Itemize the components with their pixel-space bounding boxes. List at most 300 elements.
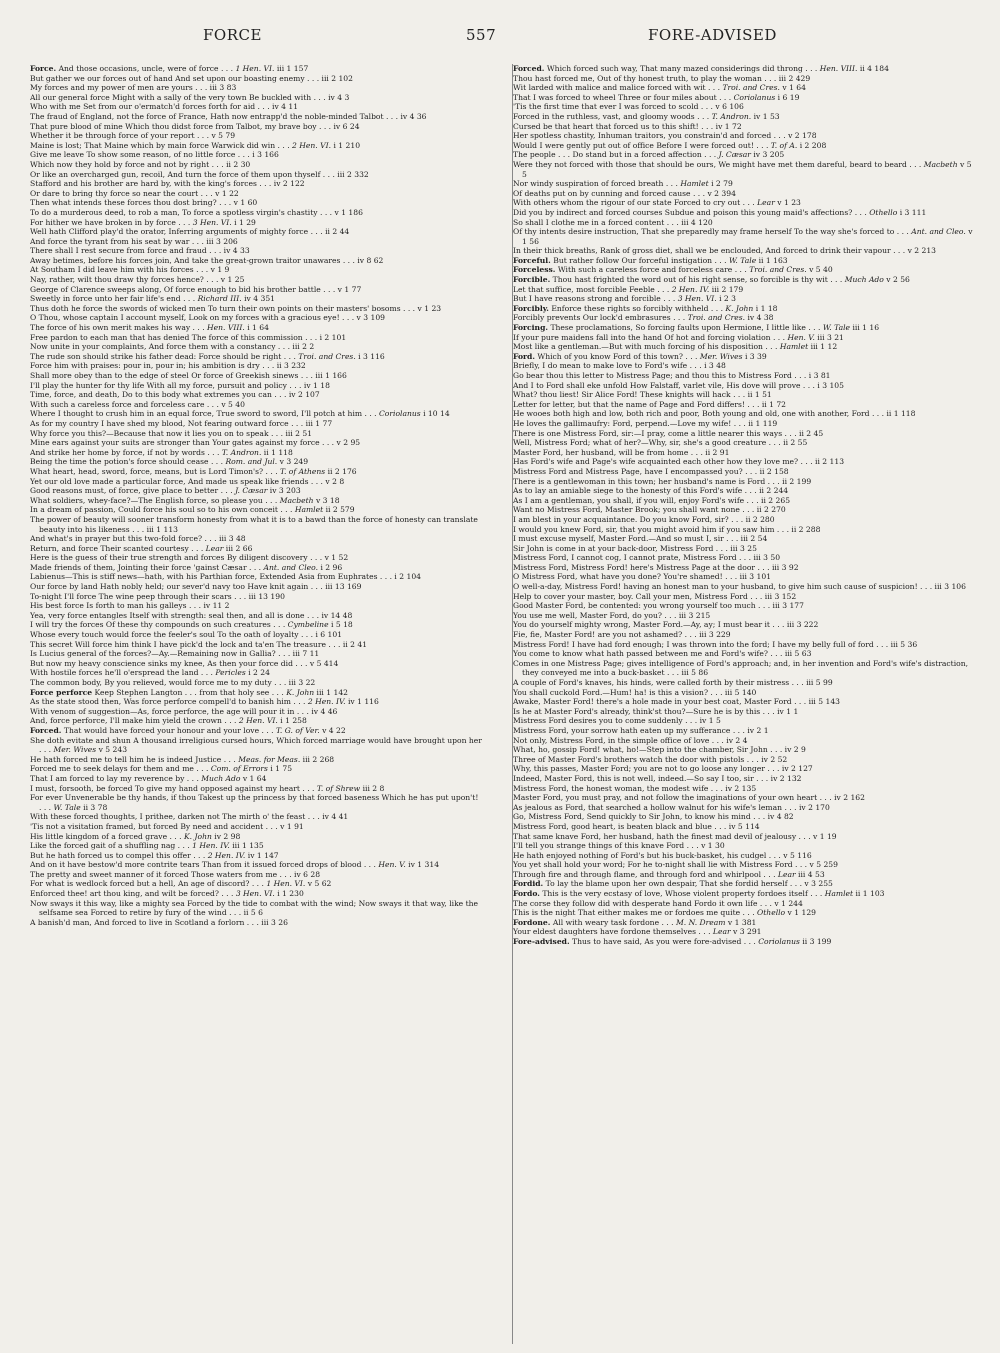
act-scene-line: i 3 111 xyxy=(899,207,927,217)
act-scene-line: iii 3 206 xyxy=(206,236,238,246)
act-scene-line: v 5 259 xyxy=(809,860,838,870)
concordance-entry: The corse they follow did with desperate hand Fordo it own life . . . v 1 244 xyxy=(513,898,803,908)
concordance-entry: Shall more obey than to the edge of steel Or force of Greekish sinews . . . iii 1 166 xyxy=(30,371,347,380)
concordance-entry: He hath enjoyed nothing of Ford's but his buck-basket, his cudgel . . . v 5 116 xyxy=(513,850,812,860)
act-scene-line: iv 11 2 xyxy=(203,601,230,611)
play-reference: Macbeth xyxy=(923,159,958,169)
play-reference: 2 Hen. IV. xyxy=(207,850,246,860)
quotation-text: In a dream of passion, Could force his soul so to his own conceit xyxy=(30,505,278,515)
play-reference: Hamlet xyxy=(680,179,709,189)
act-scene-line: v 3 109 xyxy=(356,313,385,323)
concordance-entry: Stafford and his brother are hard by, with the king's forces . . . iv 2 122 xyxy=(30,179,305,189)
quotation-text: His little kingdom of a forced grave xyxy=(30,831,168,841)
play-reference: K. John xyxy=(183,831,212,841)
quotation-text: Help to cover your master, boy. Call your men, Mistress Ford xyxy=(513,591,748,601)
act-scene-line: v 3 18 xyxy=(315,495,340,505)
concordance-entry: O well-a-day, Mistress Ford! having an honest man to your husband, to give him such cause of suspicion! . . . iii 3 106 xyxy=(513,582,966,592)
quotation-text: But he hath forced us to compel this offer xyxy=(30,850,191,860)
concordance-entry: Why force you this?—Because that now it lies you on to speak . . . iii 2 51 xyxy=(30,428,313,438)
act-scene-line: iii 3 177 xyxy=(772,601,804,611)
act-scene-line: ii 2 158 xyxy=(759,466,789,476)
concordance-entry: There is one Mistress Ford, sir:—I pray, come a little nearer this ways . . . ii 2 45 xyxy=(513,428,824,438)
act-scene-line: ii 3 199 xyxy=(802,937,832,947)
play-reference: Rom. and Jul. xyxy=(225,457,278,467)
act-scene-line: v 3 249 xyxy=(279,457,309,467)
concordance-entry: Yet our old love made a particular force, And made us speak like friends . . . v 2 8 xyxy=(30,476,345,486)
running-head-left: FORCE xyxy=(203,26,262,44)
act-scene-line: i 2 208 xyxy=(799,140,827,150)
quotation-text: Well hath Clifford play'd the orator, Inferring arguments of mighty force xyxy=(30,227,309,237)
quotation-text: 'Tis not a visitation framed, but forced By need and accident xyxy=(30,821,264,831)
play-reference: Hen. V. xyxy=(787,332,815,342)
quotation-text: These proclamations, So forcing faults upon Hermione, I little like xyxy=(550,323,806,333)
quotation-text: At Southam I did leave him with his forces xyxy=(30,265,194,275)
concordance-entry: For ever Unvenerable be thy hands, if thou Takest up the princess by that forced baseness Which he has put upon't! . . . W. Tale ii 3 78 xyxy=(30,793,479,812)
quotation-text: Through fire and through flame, and through ford and whirlpool xyxy=(513,869,762,879)
play-reference: T. of Athens xyxy=(280,466,326,476)
concordance-entry: Thou hast forced me, Out of thy honest truth, to play the woman . . . iii 2 429 xyxy=(513,73,811,83)
play-reference: 3 Hen. VI. xyxy=(677,294,717,304)
quotation-text: The common body, By you relieved, would force me to my duty xyxy=(30,678,272,687)
act-scene-line: iv 2 122 xyxy=(273,179,305,189)
concordance-entry: I'll play the hunter for thy life With all my force, pursuit and policy . . . iv 1 18 xyxy=(30,380,330,390)
quotation-text: The force of his own merit makes his way xyxy=(30,323,191,333)
act-scene-line: v 1 56 xyxy=(522,227,973,246)
concordance-entry: That I am forced to lay my reverence by . . . Much Ado v 1 64 xyxy=(30,773,267,783)
act-scene-line: i 2 3 xyxy=(719,294,737,304)
quotation-text: Shall more obey than to the edge of steel Or force of Greekish sinews xyxy=(30,371,299,380)
quotation-text: And strike her home by force, if not by words xyxy=(30,447,205,457)
act-scene-line: iv 4 36 xyxy=(400,111,427,121)
concordance-entry: In their thick breaths, Rank of gross diet, shall we be enclouded, And forced to drink their vapour . . . v 2 213 xyxy=(513,246,937,256)
quotation-text: Most like a gentleman.—But with much forcing of his disposition xyxy=(513,342,763,352)
quotation-text: He hath enjoyed nothing of Ford's but his buck-basket, his cudgel xyxy=(513,850,767,860)
concordance-entry: But he hath forced us to compel this offer . . . 2 Hen. IV. iv 1 147 xyxy=(30,850,279,860)
quotation-text: And those occasions, uncle, were of force xyxy=(58,64,219,73)
concordance-entry: Fordone. All with weary task fordone . . . M. N. Dream v 1 381 xyxy=(513,917,757,927)
act-scene-line: i 1 210 xyxy=(333,140,361,150)
act-scene-line: i 5 18 xyxy=(331,620,353,630)
quotation-text: Fie, fie, Master Ford! are you not ashamed? xyxy=(513,630,683,640)
quotation-text: Mistress Ford and Mistress Page, have I encompassed you? xyxy=(513,466,743,476)
quotation-text: Who with me Set from our o'ermatch'd forces forth for aid xyxy=(30,102,256,112)
play-reference: 1 Hen. IV. xyxy=(192,841,230,851)
quotation-text: He hath forced me to tell him he is indeed Justice xyxy=(30,754,222,764)
act-scene-line: ii 2 280 xyxy=(745,514,775,524)
act-scene-line: ii 1 118 xyxy=(886,409,916,419)
act-scene-line: iii 13 190 xyxy=(248,591,285,601)
play-reference: Coriolanus xyxy=(379,409,421,419)
quotation-text: Now sways it this way, like a mighty sea Forced by the tide to combat with the wind; Now sways it that way, like the selfsame sea Forced to retire by fury of the wind xyxy=(30,898,479,918)
act-scene-line: iii 5 63 xyxy=(784,649,812,659)
quotation-text: And on it have bestow'd more contrite tears Than from it issued forced drops of blood xyxy=(30,860,362,870)
quotation-text: Force him with praises: pour in, pour in; his ambition is dry xyxy=(30,361,260,371)
act-scene-line: v 2 56 xyxy=(886,275,910,285)
quotation-text: Away betimes, before his forces join, And take the great-grown traitor unawares xyxy=(30,255,341,265)
quotation-text: To do a murderous deed, to rob a man, To force a spotless virgin's chastity xyxy=(30,207,318,217)
concordance-entry: Maine is lost; That Maine which by main force Warwick did win . . . 2 Hen. VI. i 1 210 xyxy=(30,140,361,150)
act-scene-line: iii 3 22 xyxy=(288,678,316,687)
concordance-entry: Give me leave To show some reason, of no little force . . . i 3 166 xyxy=(30,150,279,160)
quotation-text: Want no Mistress Ford, Master Brook; you shall want none xyxy=(513,505,740,515)
concordance-entry: And strike her home by force, if not by words . . . T. Andron. ii 1 118 xyxy=(30,447,293,457)
quotation-text: Mistress Ford, the honest woman, the modest wife xyxy=(513,783,709,793)
play-reference: K. John xyxy=(725,303,754,313)
quotation-text: Or dare to bring thy force so near the court xyxy=(30,188,199,198)
quotation-text: In their thick breaths, Rank of gross diet, shall we be enclouded, And forced to drink their vapour xyxy=(513,246,891,256)
quotation-text: Which of you know Ford of this town? xyxy=(537,351,683,361)
act-scene-line: iv 2 4 xyxy=(726,735,748,745)
act-scene-line: ii 2 265 xyxy=(761,495,791,505)
concordance-entry: Labienus—This is stiff news—hath, with his Parthian force, Extended Asia from Euphrates . . . i 2 104 xyxy=(30,572,421,582)
quotation-text: Is Lucius general of the forces?—Ay.—Remaining now in Gallia? xyxy=(30,649,276,659)
quotation-text: George of Clarence sweeps along, Of force enough to bid his brother battle xyxy=(30,284,321,294)
quotation-text: Now unite in your complaints, And force them with a constancy xyxy=(30,342,276,352)
concordance-entry: The force of his own merit makes his way . . . Hen. VIII. i 1 64 xyxy=(30,323,269,333)
act-scene-line: iv 2 52 xyxy=(761,754,788,764)
concordance-entry: A couple of Ford's knaves, his hinds, were called forth by their mistress . . . iii 5 99 xyxy=(513,678,833,687)
concordance-entry: Three of Master Ford's brothers watch the door with pistols . . . iv 2 52 xyxy=(513,754,788,764)
concordance-entry: And I to Ford shall eke unfold How Falstaff, varlet vile, His dove will prove . . . i 3 105 xyxy=(513,380,844,390)
play-reference: Mer. Wives xyxy=(699,351,743,361)
quotation-text: Being the time the potion's force should cease xyxy=(30,457,209,467)
act-scene-line: iii 2 332 xyxy=(337,169,369,179)
act-scene-line: iv 5 114 xyxy=(728,821,760,831)
concordance-entry: Made friends of them, Jointing their force 'gainst Cæsar . . . Ant. and Cleo. i 2 96 xyxy=(30,562,343,572)
act-scene-line: v 5 62 xyxy=(307,879,332,889)
concordance-entry: Forced. That would have forced your honour and your love . . . T. G. of Ver. v 4 22 xyxy=(30,725,346,735)
quotation-text: The people . . . Do stand but in a forced affection xyxy=(513,150,702,160)
concordance-entry: Go bear thou this letter to Mistress Page; and thou this to Mistress Ford . . . i 3 81 xyxy=(513,371,831,380)
act-scene-line: iv 4 351 xyxy=(244,294,275,304)
quotation-text: So shall I clothe me in a forced content xyxy=(513,217,665,227)
act-scene-line: v 5 40 xyxy=(221,399,245,409)
concordance-entry: Being the time the potion's force should cease . . . Rom. and Jul. v 3 249 xyxy=(30,457,309,467)
concordance-entry: And, force perforce, I'll make him yield the crown . . . 2 Hen. VI. i 1 258 xyxy=(30,716,307,726)
act-scene-line: ii 2 113 xyxy=(815,457,845,467)
quotation-text: Briefly, I do mean to make love to Ford's wife xyxy=(513,361,688,371)
quotation-text: As the state stood then, Was force perforce compell'd to banish him xyxy=(30,697,291,707)
play-reference: Much Ado xyxy=(844,275,884,285)
concordance-entry: That same knave Ford, her husband, hath the finest mad devil of jealousy . . . v 1 19 xyxy=(513,831,837,841)
quotation-text: I will try the forces Of these thy compounds on such creatures xyxy=(30,620,271,630)
play-reference: 2 Hen. VI. xyxy=(292,140,332,150)
quotation-text: My forces and my power of men are yours xyxy=(30,83,193,93)
act-scene-line: iv 2 135 xyxy=(725,783,757,793)
concordance-entry: My forces and my power of men are yours . . . iii 3 83 xyxy=(30,83,237,93)
concordance-entry: Forced in the ruthless, vast, and gloomy woods . . . T. Andron. iv 1 53 xyxy=(513,111,780,121)
concordance-entry: His best force Is forth to man his galleys . . . iv 11 2 xyxy=(30,601,230,611)
act-scene-line: ii 1 118 xyxy=(263,447,293,457)
concordance-entry: Sir John is come in at your back-door, Mistress Ford . . . iii 3 25 xyxy=(513,543,757,553)
concordance-entry: Which now they hold by force and not by right . . . ii 2 30 xyxy=(30,159,251,169)
act-scene-line: iv 4 33 xyxy=(223,246,250,256)
act-scene-line: ii 3 232 xyxy=(276,361,306,371)
quotation-text: Then what intends these forces thou dost bring? xyxy=(30,198,217,208)
quotation-text: With venom of suggestion—As, force perforce, the age will pour it in xyxy=(30,706,295,716)
play-reference: W. Tale xyxy=(53,802,81,812)
act-scene-line: ii 4 184 xyxy=(859,64,889,73)
act-scene-line: iii 3 48 xyxy=(219,534,246,544)
concordance-entry: Mistress Ford, your sorrow hath eaten up my sufferance . . . iv 2 1 xyxy=(513,725,769,735)
quotation-text: O well-a-day, Mistress Ford! having an honest man to your husband, to give him such cause of suspicion! xyxy=(513,582,918,592)
concordance-entry: Wit larded with malice and malice forced with wit . . . Troi. and Cres. v 1 64 xyxy=(513,83,806,93)
quotation-text: That would have forced your honour and your love xyxy=(63,725,260,735)
concordance-entry: With hostile forces he'll o'erspread the land . . . Pericles i 2 24 xyxy=(30,668,270,678)
act-scene-line: iii 1 113 xyxy=(146,524,179,534)
concordance-entry: Fordid. To lay the blame upon her own despair, That she fordid herself . . . v 3 255 xyxy=(513,879,833,889)
concordance-entry: Letter for letter, but that the name of Page and Ford differs! . . . ii 1 72 xyxy=(513,399,787,409)
concordance-entry: As for my country I have shed my blood, Not fearing outward force . . . iii 1 77 xyxy=(30,418,333,428)
play-reference: Othello xyxy=(757,908,786,918)
act-scene-line: iv 4 41 xyxy=(322,812,349,822)
act-scene-line: v 1 60 xyxy=(233,198,258,208)
quotation-text: Her spotless chastity, Inhuman traitors, you constrain'd and forced xyxy=(513,131,772,141)
concordance-entry: Where I thought to crush him in an equal force, True sword to sword, I'll potch at him . . . Coriolanus i 10 14 xyxy=(30,409,450,419)
concordance-entry: He loves the gallimaufry: Ford, perpend.—Love my wife! . . . ii 1 119 xyxy=(513,418,778,428)
concordance-entry: Time, force, and death, Do to this body what extremes you can . . . iv 2 107 xyxy=(30,390,320,400)
act-scene-line: ii 2 288 xyxy=(791,524,821,534)
concordance-entry: As the state stood then, Was force perforce compell'd to banish him . . . 2 Hen. IV. iv 1 116 xyxy=(30,697,379,707)
play-reference: Lear xyxy=(777,869,796,879)
quotation-text: All our general force Might with a sally of the very town Be buckled with xyxy=(30,92,312,102)
quotation-text: Forced in the ruthless, vast, and gloomy woods xyxy=(513,111,695,121)
play-reference: T. of A. xyxy=(770,140,798,150)
play-reference: J. Cæsar xyxy=(235,486,268,496)
play-reference: T. Andron. xyxy=(711,111,752,121)
play-reference: Troi. and Cres. xyxy=(687,313,746,323)
act-scene-line: iii 1 135 xyxy=(232,841,264,851)
play-reference: Troi. and Cres. xyxy=(298,351,356,361)
quotation-text: Where I thought to crush him in an equal force, True sword to sword, I'll potch at him xyxy=(30,409,363,419)
concordance-entry: And what's in prayer but this two-fold force? . . . iii 3 48 xyxy=(30,534,246,544)
act-scene-line: v 1 22 xyxy=(215,188,239,198)
concordance-entry: That pure blood of mine Which thou didst force from Talbot, my brave boy . . . iv 6 24 xyxy=(30,121,360,131)
quotation-text: 'Tis the first time that ever I was forced to scold xyxy=(513,102,699,112)
play-reference: Lear xyxy=(757,198,775,208)
concordance-entry: Mistress Ford, I cannot cog, I cannot prate, Mistress Ford . . . iii 3 50 xyxy=(513,553,781,563)
act-scene-line: v 1 52 xyxy=(324,553,349,563)
act-scene-line: iii 1 142 xyxy=(316,687,348,697)
concordance-entry: What heart, head, sword, force, means, but is Lord Timon's? . . . T. of Athens ii 2 176 xyxy=(30,466,357,476)
concordance-entry: Then what intends these forces thou dost bring? . . . v 1 60 xyxy=(30,198,258,208)
concordance-entry: With venom of suggestion—As, force perforce, the age will pour it in . . . iv 4 46 xyxy=(30,706,338,716)
quotation-text: Mistress Ford, I cannot cog, I cannot prate, Mistress Ford xyxy=(513,553,737,563)
concordance-entry: Mistress Ford, good heart, is beaten black and blue . . . iv 5 114 xyxy=(513,821,760,831)
act-scene-line: ii 1 119 xyxy=(748,418,778,428)
concordance-entry: Or like an overcharged gun, recoil, And turn the force of them upon thyself . . . iii 2 332 xyxy=(30,169,369,179)
play-reference: Mer. Wives xyxy=(53,745,97,755)
act-scene-line: iii 3 92 xyxy=(771,562,799,572)
act-scene-line: iv 2 98 xyxy=(214,831,241,841)
quotation-text: The pretty and sweet manner of it forced Those waters from me xyxy=(30,869,278,879)
act-scene-line: i 3 48 xyxy=(704,361,726,371)
act-scene-line: iii 3 25 xyxy=(730,543,757,553)
act-scene-line: v 1 129 xyxy=(787,908,816,918)
act-scene-line: v 5 40 xyxy=(809,265,833,275)
concordance-entry: You come to know what hath passed between me and Ford's wife? . . . iii 5 63 xyxy=(513,649,812,659)
concordance-entry: The power of beauty will sooner transform honesty from what it is to a bawd than the force of honesty can translate beauty into his likeness . . . iii 1 113 xyxy=(30,514,478,534)
concordance-entry: Help to cover your master, boy. Call your men, Mistress Ford . . . iii 3 152 xyxy=(513,591,797,601)
concordance-entry: Force. And those occasions, uncle, were of force . . . 1 Hen. VI. iii 1 157 xyxy=(30,64,309,73)
concordance-entry: Would I were gently put out of office Before I were forced out! . . . T. of A. i 2 208 xyxy=(513,140,827,150)
act-scene-line: iv 1 147 xyxy=(247,850,279,860)
quotation-text: Has Ford's wife and Page's wife acquainted each other how they love me? xyxy=(513,457,799,467)
act-scene-line: iii 3 229 xyxy=(699,630,731,640)
quotation-text: With hostile forces he'll o'erspread the land xyxy=(30,668,199,678)
headword: Fordo. xyxy=(513,889,540,899)
act-scene-line: ii 2 91 xyxy=(705,447,730,457)
act-scene-line: i 3 81 xyxy=(808,371,831,380)
concordance-entry: Our force by land Hath nobly held; our sever'd navy too Have knit again . . . iii 13 169 xyxy=(30,582,362,592)
concordance-entry: But I have reasons strong and forcible . . . 3 Hen. VI. i 2 3 xyxy=(513,294,737,304)
quotation-text: Letter for letter, but that the name of Page and Ford differs! xyxy=(513,399,745,409)
concordance-entry: Cursed be that heart that forced us to this shift! . . . iv 1 72 xyxy=(513,121,742,131)
play-reference: J. Cæsar xyxy=(718,150,751,160)
concordance-entry: All our general force Might with a sally of the very town Be buckled with . . . iv 4 3 xyxy=(30,92,350,102)
quotation-text: Return, and force Their scanted courtesy xyxy=(30,543,189,553)
concordance-entry: Let that suffice, most forcible Feeble . . . 2 Hen. IV. iii 2 179 xyxy=(513,284,744,294)
play-reference: Com. of Errors xyxy=(210,764,268,774)
concordance-entry: His little kingdom of a forced grave . . . K. John iv 2 98 xyxy=(30,831,241,841)
concordance-entry: And on it have bestow'd more contrite tears Than from it issued forced drops of blood . . . Hen. V. iv 1 314 xyxy=(30,860,440,870)
concordance-entry: Did you by indirect and forced courses Subdue and poison this young maid's affections? . . . Othello i 3 111 xyxy=(513,207,927,217)
play-reference: 3 Hen. VI. xyxy=(235,889,275,899)
concordance-entry: Forced me to seek delays for them and me . . . Com. of Errors i 1 75 xyxy=(30,764,293,774)
act-scene-line: iii 4 120 xyxy=(681,217,713,227)
play-reference: Lear xyxy=(712,927,731,937)
quotation-text: But I have reasons strong and forcible xyxy=(513,294,661,304)
act-scene-line: ii 2 55 xyxy=(783,438,808,448)
right-column xyxy=(512,64,977,1344)
act-scene-line: iii 2 51 xyxy=(285,428,313,438)
act-scene-line: ii 1 103 xyxy=(855,889,885,899)
quotation-text: Keep Stephen Langton . . . from that holy see xyxy=(94,687,270,697)
act-scene-line: v 1 19 xyxy=(813,831,837,841)
concordance-entry: What, ho, gossip Ford! what, ho!—Step into the chamber, Sir John . . . iv 2 9 xyxy=(513,745,806,755)
play-reference: Macbeth xyxy=(279,495,314,505)
quotation-text: But rather follow Our forceful instigation xyxy=(553,255,713,265)
play-reference: Richard III. xyxy=(197,294,242,304)
quotation-text: The rude son should strike his father dead: Force should be right xyxy=(30,351,282,361)
quotation-text: O Thou, whose captain I account myself, Look on my forces with a gracious eye! xyxy=(30,313,340,323)
headword: Ford. xyxy=(513,351,535,361)
quotation-text: What? thou liest! Sir Alice Ford! These knights will hack xyxy=(513,390,731,400)
quotation-text: Indeed, Master Ford, this is not well, indeed.—So say I too, sir xyxy=(513,773,754,783)
concordance-entry: Thus doth he force the swords of wicked men To turn their own points on their masters' bosoms . . . v 1 23 xyxy=(30,303,442,313)
concordance-entry: Forceless. With such a careless force and forceless care . . . Troi. and Cres. v 5 40 xyxy=(513,265,833,275)
act-scene-line: i 2 101 xyxy=(319,332,347,342)
concordance-entry: Well, Mistress Ford; what of her?—Why, sir, she's a good creature . . . ii 2 55 xyxy=(513,438,808,448)
play-reference: T. of Shrew xyxy=(316,783,361,793)
act-scene-line: v 2 8 xyxy=(325,476,345,486)
concordance-entry: Whether it be through force of your report . . . v 5 79 xyxy=(30,131,236,141)
act-scene-line: iv 2 170 xyxy=(798,802,830,812)
concordance-entry: Nor windy suspiration of forced breath . . . Hamlet i 2 79 xyxy=(513,179,733,189)
act-scene-line: i 10 14 xyxy=(423,409,450,419)
concordance-entry: Comes in one Mistress Page; gives intelligence of Ford's approach; and, in her invention and Ford's wife's distraction, they conveyed me into a buck-basket . . . iii 5 86 xyxy=(513,658,969,678)
quotation-text: Mistress Ford, Mistress Ford! here's Mistress Page at the door xyxy=(513,562,756,572)
concordance-entry: Mistress Ford and Mistress Page, have I encompassed you? . . . ii 2 158 xyxy=(513,466,789,476)
concordance-entry: There is a gentlewoman in this town; her husband's name is Ford . . . ii 2 199 xyxy=(513,476,812,486)
act-scene-line: v 1 77 xyxy=(337,284,362,294)
concordance-entry: This is the night That either makes me or fordoes me quite . . . Othello v 1 129 xyxy=(513,908,816,918)
play-reference: 1 Hen. VI. xyxy=(235,64,275,73)
quotation-text: You use me well, Master Ford, do you? xyxy=(513,610,662,620)
concordance-entry: George of Clarence sweeps along, Of force enough to bid his brother battle . . . v 1 77 xyxy=(30,284,362,294)
concordance-entry: Mistress Ford desires you to come suddenly . . . iv 1 5 xyxy=(513,716,721,726)
play-reference: W. Tale xyxy=(728,255,757,265)
quotation-text: And, force perforce, I'll make him yield the crown xyxy=(30,716,222,726)
quotation-text: Good Master Ford, be contented: you wrong yourself too much xyxy=(513,601,756,611)
concordance-entry: Indeed, Master Ford, this is not well, indeed.—So say I too, sir . . . iv 2 132 xyxy=(513,773,802,783)
quotation-text: Mistress Ford desires you to come suddenly xyxy=(513,716,683,726)
quotation-text: What, ho, gossip Ford! what, ho!—Step into the chamber, Sir John xyxy=(513,745,768,755)
quotation-text: Why, this passes, Master Ford; you are not to go loose any longer xyxy=(513,764,765,774)
concordance-entry: As jealous as Ford, that searched a hollow walnut for his wife's leman . . . iv 2 170 xyxy=(513,802,830,812)
act-scene-line: i 6 101 xyxy=(315,630,343,640)
concordance-entry: Mine ears against your suits are stronger than Your gates against my force . . . v 2 95 xyxy=(30,438,361,448)
concordance-entry: O Mistress Ford, what have you done? You're shamed! . . . iii 3 101 xyxy=(513,572,772,582)
quotation-text: Forced me to seek delays for them and me xyxy=(30,764,194,774)
quotation-text: And what's in prayer but this two-fold force? xyxy=(30,534,203,544)
concordance-entry: But now my heavy conscience sinks my knee, As then your force did . . . v 5 414 xyxy=(30,658,339,668)
quotation-text: I must excuse myself, Master Ford.—And so must I, sir xyxy=(513,534,724,544)
quotation-text: But now my heavy conscience sinks my knee, As then your force did xyxy=(30,658,293,668)
quotation-text: I'll play the hunter for thy life With all my force, pursuit and policy xyxy=(30,380,287,390)
quotation-text: With such a careless force and forceless care xyxy=(30,399,205,409)
play-reference: Lear xyxy=(205,543,224,553)
act-scene-line: iv 2 162 xyxy=(834,793,865,803)
quotation-text: Cursed be that heart that forced us to this shift! xyxy=(513,121,699,131)
act-scene-line: iv 2 132 xyxy=(770,773,802,783)
play-reference: Hen. VIII. xyxy=(207,323,245,333)
quotation-text: I am blest in your acquaintance. Do you know Ford, sir? xyxy=(513,514,729,524)
act-scene-line: ii 2 579 xyxy=(325,505,355,515)
concordance-entry: I would you knew Ford, sir, that you might avoid him if you saw him . . . ii 2 288 xyxy=(513,524,821,534)
concordance-entry: Enforced thee! art thou king, and wilt be forced? . . . 3 Hen. VI. i 1 230 xyxy=(30,889,304,899)
quotation-text: Why force you this?—Because that now it lies you on to speak xyxy=(30,428,269,438)
quotation-text: Mistress Ford, your sorrow hath eaten up my sufferance xyxy=(513,725,731,735)
concordance-entry: Were they not forced with those that should be ours, We might have met them dareful, beard to beard . . . Macbeth v 5 5 xyxy=(513,159,972,179)
concordance-entry: Not only, Mistress Ford, in the simple office of love . . . iv 2 4 xyxy=(513,735,748,745)
act-scene-line: iv 3 203 xyxy=(269,486,301,496)
act-scene-line: ii 3 78 xyxy=(83,802,108,812)
play-reference: Hamlet xyxy=(294,505,324,515)
quotation-text: She doth evitate and shun A thousand irreligious cursed hours, Which forced marriage would have brought upon her xyxy=(30,735,482,745)
act-scene-line: iii 3 26 xyxy=(261,917,288,927)
quotation-text: Nay, rather, wilt thou draw thy forces hence? xyxy=(30,275,204,285)
act-scene-line: v 5 414 xyxy=(309,658,339,668)
act-scene-line: iii 1 16 xyxy=(852,323,880,333)
act-scene-line: iii 3 50 xyxy=(753,553,781,563)
act-scene-line: iv 2 127 xyxy=(781,764,813,774)
concordance-entry: Mistress Ford, Mistress Ford! here's Mistress Page at the door . . . iii 3 92 xyxy=(513,562,799,572)
quotation-text: To lay the blame upon her own despair, That she fordid herself xyxy=(545,879,788,889)
concordance-entry: Fore-advised. Thus to have said, As you were fore-advised . . . Coriolanus ii 3 199 xyxy=(513,937,832,947)
quotation-text: Wit larded with malice and malice forced with wit xyxy=(513,83,706,93)
play-reference: 3 Hen. VI. xyxy=(192,217,232,227)
act-scene-line: v 1 23 xyxy=(417,303,442,313)
play-reference: 1 Hen. VI. xyxy=(266,879,306,889)
act-scene-line: v 1 23 xyxy=(777,198,801,208)
act-scene-line: i 1 18 xyxy=(755,303,778,313)
quotation-text: And I to Ford shall eke unfold How Falstaff, varlet vile, His dove will prove xyxy=(513,380,801,390)
concordance-entry: Forceful. But rather follow Our forceful instigation . . . W. Tale ii 1 163 xyxy=(513,255,788,265)
concordance-entry: Forcible. Thou hast frighted the word out of his right sense, so forcible is thy wit . . . Much Ado v 2 56 xyxy=(513,275,910,285)
concordance-entry: Most like a gentleman.—But with much forcing of his disposition . . . Hamlet iii 1 12 xyxy=(513,342,838,352)
concordance-entry: I'll tell you strange things of this knave Ford . . . v 1 30 xyxy=(513,841,725,851)
